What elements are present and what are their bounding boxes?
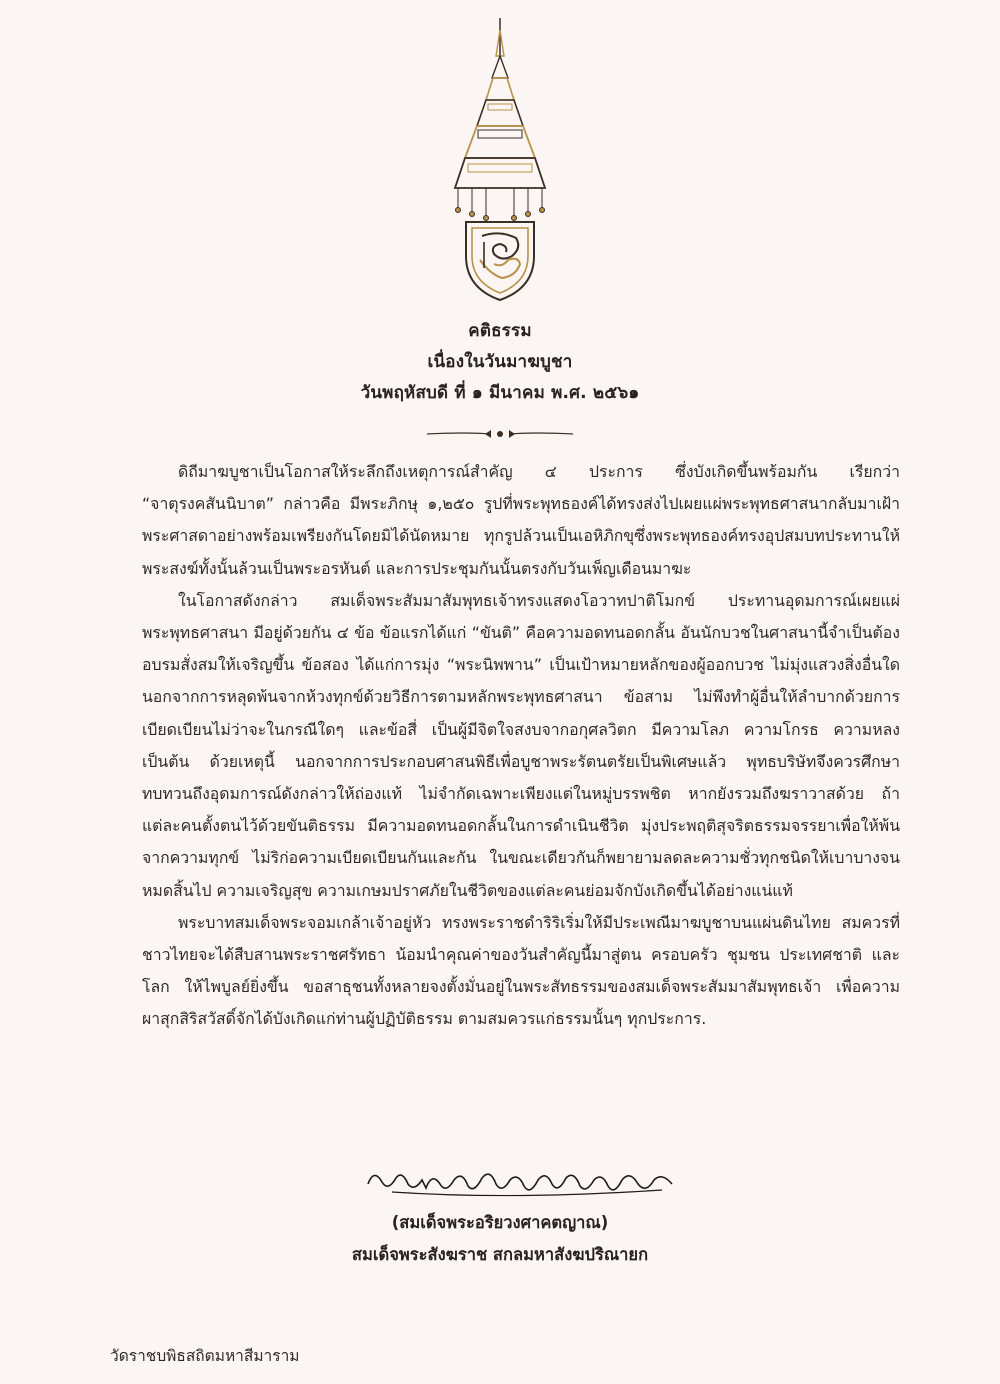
signatory-name: (สมเด็จพระอริยวงศาคตญาณ): [391, 1213, 609, 1232]
header-date: วันพฤหัสบดี ที่ ๑ มีนาคม พ.ศ. ๒๕๖๑: [360, 383, 640, 403]
header-subtitle: เนื่องในวันมาฆบูชา: [427, 352, 573, 372]
paragraph: พระบาทสมเด็จพระจอมเกล้าเจ้าอยู่หัว ทรงพระราชดำริริเริ่มให้มีประเพณีมาฆบูชาบนแผ่นดินไทย สมควรที่ชาวไทยจะได้สืบสานพระราชศรัทธา น้อมนำคุณค่าของวันสำคัญนี้มาสู่ตน ครอบครัว ชุมชน ประเทศชาติ และโลก ให้ไพบูลย์ยิ่งขึ้น ขอสาธุชนทั้งหลายจงตั้งมั่นอยู่ในพระสัทธรรมของสมเด็จพระสัมมาสัมพุทธเจ้า เพื่อความผาสุกสิริสวัสดิ์จักได้บังเกิดแก่ท่านผู้ปฏิบัติธรรม ตามสมควรแก่ธรรมนั้นๆ ทุกประการ.: [142, 912, 900, 1029]
footer-place: วัดราชบพิธสถิตมหาสีมาราม: [110, 1347, 300, 1365]
paragraph: ในโอกาสดังกล่าว สมเด็จพระสัมมาสัมพุทธเจ้าทรงแสดงโอวาทปาติโมกข์ ประทานอุดมการณ์เผยแผ่พระพุทธศาสนา มีอยู่ด้วยกัน ๔ ข้อ ข้อแรกได้แก่ “ขันติ” คือความอดทนอดกลั้น อันนักบวชในศาสนานี้จำเป็นต้องอบรมสั่งสมให้เจริญขึ้น ข้อสอง ได้แก่การมุ่ง “พระนิพพาน” เป็นเป้าหมายหลักของผู้ออกบวช ไม่มุ่งแสวงสิ่งอื่นใดนอกจากการหลุดพ้นจากห้วงทุกข์ด้วยวิธีการตามหลักพระพุทธศาสนา ข้อสาม ไม่พึงทำผู้อื่นให้ลำบากด้วยการเบียดเบียนไม่ว่าจะในกรณีใดๆ และข้อสี่ เป็นผู้มีจิตใจสงบจากอกุศลวิตก มีความโลภ ความโกรธ ความหลง เป็นต้น ด้วยเหตุนี้ นอกจากการประกอบศาสนพิธีเพื่อบูชาพระรัตนตรัยเป็นพิเศษแล้ว พุทธบริษัทจึงควรศึกษาทบทวนถึงอุดมการณ์ดังกล่าวให้ถ่องแท้ ไม่จำกัดเฉพาะเพียงแต่ในหมู่บรรพชิต หากยังรวมถึงฆราวาสด้วย ถ้าแต่ละคนตั้งตนไว้ด้วยขันติธรรม มีความอดทนอดกลั้นในการดำเนินชีวิต มุ่งประพฤติสุจริตธรรมจรรยาเพื่อให้พ้นจากความทุกข์ ไม่ริก่อความเบียดเบียนกันและกัน ในขณะเดียวกันก็พยายามลดละความชั่วทุกชนิดให้เบาบางจนหมดสิ้นไป ความเจริญสุข ความเกษมปราศภัยในชีวิตของแต่ละคนย่อมจักบังเกิดขึ้นได้อย่างแน่แท้: [142, 590, 900, 900]
header-title: คติธรรม: [468, 321, 532, 341]
handwritten-signature: [362, 1158, 682, 1206]
paragraph: ดิถีมาฆบูชาเป็นโอกาสให้ระลึกถึงเหตุการณ์สำคัญ ๔ ประการ ซึ่งบังเกิดขึ้นพร้อมกัน เรียกว่า “จาตุรงคสันนิบาต” กล่าวคือ มีพระภิกษุ ๑,๒๕๐ รูปที่พระพุทธองค์ได้ทรงส่งไปเผยแผ่พระพุทธศาสนากลับมาเฝ้าพระศาสดาอย่างพร้อมเพรียงกันโดยมิได้นัดหมาย ทุกรูปล้วนเป็นเอหิภิกขุซึ่งพระพุทธองค์ทรงอุปสมบทประทานให้ พระสงฆ์ทั้งนั้นล้วนเป็นพระอรหันต์ และการประชุมกันนั้นตรงกับวันเพ็ญเดือนมาฆะ: [142, 462, 900, 578]
signatory-title: สมเด็จพระสังฆราช สกลมหาสังฆปริณายก: [351, 1245, 649, 1264]
document-header: [0, 316, 1000, 409]
document-body: [142, 456, 900, 1036]
royal-emblem-icon: [450, 16, 550, 306]
ornamental-divider-icon: [425, 426, 575, 442]
